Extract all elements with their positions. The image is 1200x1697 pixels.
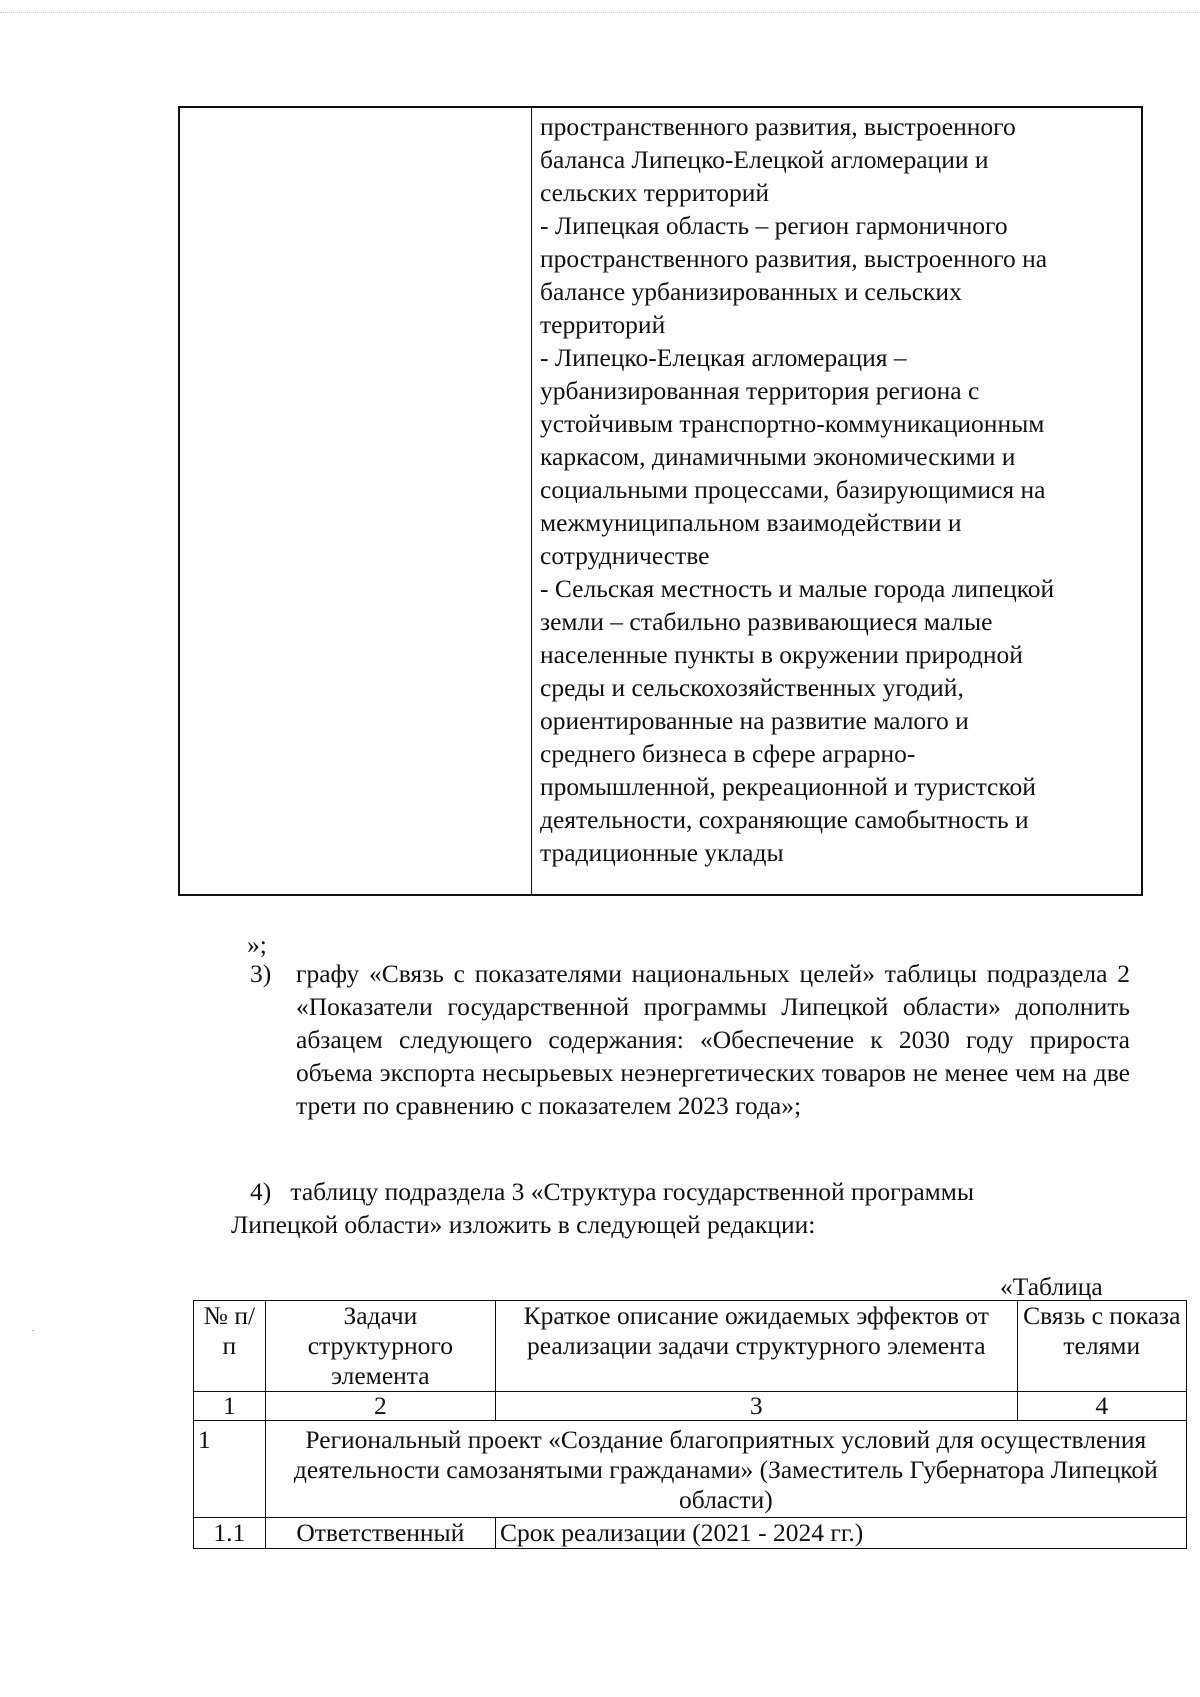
list-item-4-line-1: 4) таблицу подраздела 3 «Структура государственной программы [250, 1177, 975, 1206]
header-tasks: Задачи структурного элемента [265, 1301, 495, 1392]
structure-table-header-row [194, 1301, 1187, 1392]
continuation-text-line: балансе урбанизированных и сельских [540, 277, 962, 306]
column-number-1: 1 [194, 1392, 266, 1421]
table-row [194, 1421, 1187, 1518]
continuation-text-line: урбанизированная территория региона с [540, 376, 980, 405]
list-item-4 [231, 1175, 1130, 1241]
continuation-text-line: сельских территорий [540, 178, 769, 207]
continuation-text-line: - Сельская местность и малые города липецкой [540, 574, 1055, 603]
continuation-text-line: территорий [540, 310, 666, 339]
list-item-4-line-2: Липецкой области» изложить в следующей редакции: [231, 1210, 816, 1239]
project-row-number: 1 [194, 1421, 266, 1518]
table-row [194, 1518, 1187, 1549]
continuation-text-line: социальными процессами, базирующимися на [540, 475, 1046, 504]
continuation-text-line: устойчивым транспортно-коммуникационным [540, 409, 1045, 438]
column-number-2: 2 [265, 1392, 495, 1421]
continuation-text-line: баланса Липецко-Елецкой агломерации и [540, 145, 989, 174]
list-item-3-number: 3) [250, 959, 272, 988]
continuation-text-line: земли – стабильно развивающиеся малые [540, 607, 993, 636]
continuation-text-line: ориентированные на развитие малого и [540, 706, 969, 735]
scan-top-dotted-rule [0, 12, 1200, 13]
continuation-table-left-cell [180, 108, 532, 894]
continuation-text-line: пространственного развития, выстроенного [540, 112, 1016, 141]
continuation-text-line: межмуниципальном взаимодействии и [540, 508, 962, 537]
continuation-text-line: промышленной, рекреационной и туристской [540, 772, 1036, 801]
continuation-text-line: каркасом, динамичными экономическими и [540, 442, 1016, 471]
continuation-text-line: населенные пункты в окружении природной [540, 640, 1023, 669]
list-item-3 [250, 957, 1130, 1122]
continuation-text-line: традиционные уклады [540, 838, 784, 867]
header-indicators: Связь с показателями [1017, 1301, 1187, 1392]
continuation-text-line: среднего бизнеса в сфере аграрно- [540, 739, 916, 768]
continuation-text-line: - Липецко-Елецкая агломерация – [540, 343, 907, 372]
column-number-4: 4 [1017, 1392, 1187, 1421]
header-effects: Краткое описание ожидаемых эффектов от реализации задачи структурного элемента [496, 1301, 1017, 1392]
project-row-text: Региональный проект «Создание благоприятных условий для осуществления деятельности самозанятыми гражданами» (Заместитель Губернатора Липецкой области) [265, 1421, 1186, 1518]
row-1-1-responsible: Ответственный [265, 1518, 495, 1549]
continuation-table [178, 106, 1143, 896]
column-number-3: 3 [496, 1392, 1017, 1421]
header-number: № п/п [194, 1301, 266, 1392]
structure-table [193, 1300, 1187, 1549]
table-caption: «Таблица [1000, 1272, 1103, 1301]
continuation-text-line: пространственного развития, выстроенного на [540, 244, 1048, 273]
continuation-text-line: сотрудничестве [540, 541, 710, 570]
list-item-3-text: графу «Связь с показателями национальных целей» таблицы подраздела 2 «Показатели государственной программы Липецкой области» дополнить абзацем следующего содержания: «Обеспечение к 2030 году прироста объема экспорта несырьевых неэнергетических товаров не менее чем на две трети по сравнению с показателем 2023 года»; [296, 959, 1130, 1120]
row-1-1-period: Срок реализации (2021 - 2024 гг.) [496, 1518, 1187, 1549]
continuation-text-line: - Липецкая область – регион гармоничного [540, 211, 1008, 240]
closing-quote: »; [247, 930, 267, 959]
continuation-table-right-cell [532, 108, 1141, 894]
continuation-text-line: деятельности, сохраняющие самобытность и [540, 805, 1029, 834]
structure-table-column-number-row [194, 1392, 1187, 1421]
scan-speck [32, 1330, 34, 1331]
continuation-text-line: среды и сельскохозяйственных угодий, [540, 673, 964, 702]
row-1-1-number: 1.1 [194, 1518, 266, 1549]
